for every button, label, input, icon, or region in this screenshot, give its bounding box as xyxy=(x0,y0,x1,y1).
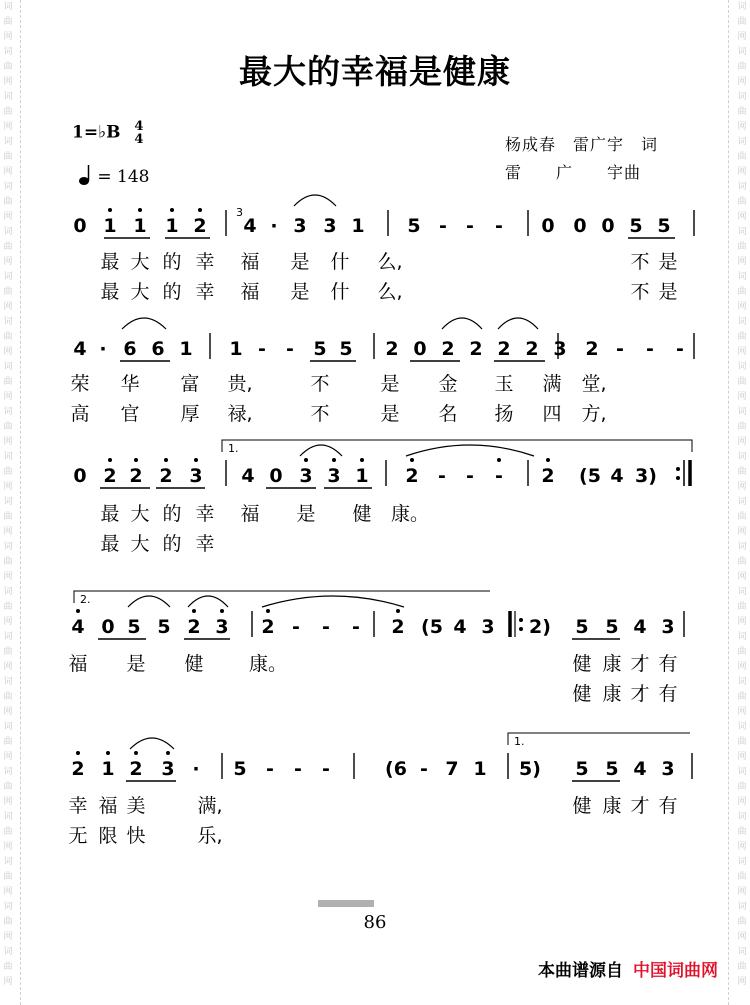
lyric-verse-2: 大 xyxy=(130,533,150,555)
octave-dot-high xyxy=(497,458,501,462)
lyric-verse-1: 福 xyxy=(68,653,88,675)
lyric-verse-1: 福 xyxy=(240,251,260,273)
lyric-verse-1: 福 xyxy=(240,503,260,525)
jianpu-note: 3 xyxy=(215,616,229,638)
jianpu-note: 1 xyxy=(101,758,115,780)
jianpu-note: 3 xyxy=(481,616,495,638)
composer-credit: 雷 广 宇曲 xyxy=(505,163,642,182)
octave-dot-high xyxy=(138,208,142,212)
jianpu-note: 1 xyxy=(351,215,365,237)
octave-dot-high xyxy=(108,208,112,212)
lyric-verse-1: 是 xyxy=(290,251,310,273)
octave-dot-high xyxy=(166,751,170,755)
octave-dot-high xyxy=(194,458,198,462)
slur-arc xyxy=(128,596,170,607)
jianpu-note: 1 xyxy=(229,338,243,360)
jianpu-note: - xyxy=(258,338,266,360)
lyric-verse-1: 最 xyxy=(100,503,120,525)
jianpu-note: 3 xyxy=(661,758,675,780)
octave-dot-high xyxy=(76,609,80,613)
repeat-dot xyxy=(519,618,523,622)
time-sig-top: 4 xyxy=(134,119,144,134)
jianpu-note: - xyxy=(286,338,294,360)
page-number-bar xyxy=(318,900,374,907)
watermark-right: 词曲网 词曲网 词曲网 词曲网 词曲网 词曲网 词曲网 词曲网 词曲网 词曲网 词曲网 词曲网 词曲网 词曲网 词曲网 词曲网 词曲网 词曲网 词曲网 词曲网 词曲网 词曲网 xyxy=(737,2,747,987)
jianpu-note: - xyxy=(266,758,274,780)
repeat-dot xyxy=(519,627,523,631)
song-title: 最大的幸福是健康 xyxy=(239,52,511,91)
lyric-verse-2: 什 xyxy=(330,281,350,303)
jianpu-note: (5 xyxy=(579,465,601,487)
jianpu-note: 1 xyxy=(103,215,117,237)
lyric-verse-2: 禄, xyxy=(227,403,253,425)
lyric-verse-1: 的 xyxy=(162,251,182,273)
jianpu-note: 4 xyxy=(633,758,647,780)
lyric-verse-1: 金 xyxy=(438,373,458,395)
octave-dot-high xyxy=(266,609,270,613)
lyricist-credit: 杨成春 雷广宇 词 xyxy=(505,135,659,154)
lyric-verse-1: 最 xyxy=(100,251,120,273)
jianpu-note: 2) xyxy=(529,616,551,638)
lyric-verse-2: 大 xyxy=(130,281,150,303)
lyric-verse-2: 是 xyxy=(658,281,678,303)
jianpu-note: 3 xyxy=(161,758,175,780)
source-site: 中国词曲网 xyxy=(633,961,718,981)
jianpu-note: 0 xyxy=(601,215,615,237)
jianpu-note: 0 xyxy=(73,465,87,487)
octave-dot-high xyxy=(134,751,138,755)
lyric-verse-1: 是 xyxy=(380,373,400,395)
lyric-verse-1: 玉 xyxy=(494,373,514,395)
jianpu-note: 5 xyxy=(605,758,619,780)
jianpu-note: - xyxy=(466,215,474,237)
repeat-dot xyxy=(676,467,680,471)
lyric-verse-1: 福 xyxy=(98,795,118,817)
jianpu-note: 3 xyxy=(661,616,675,638)
slur-arc xyxy=(122,318,166,329)
slur-arc xyxy=(406,445,534,456)
lyric-verse-1: 不 xyxy=(310,373,330,395)
jianpu-note: - xyxy=(420,758,428,780)
jianpu-note: - xyxy=(438,465,446,487)
lyric-verse-2: 方, xyxy=(581,403,607,425)
lyric-verse-1: 不 xyxy=(630,251,650,273)
jianpu-note: 4 xyxy=(243,215,257,237)
jianpu-note: 0 xyxy=(573,215,587,237)
lyric-verse-2: 不 xyxy=(630,281,650,303)
lyric-verse-1: 健 xyxy=(572,795,592,817)
jianpu-note: 5 xyxy=(605,616,619,638)
volta-label: 2. xyxy=(80,593,91,606)
jianpu-note: 3 xyxy=(323,215,337,237)
lyric-verse-1: 什 xyxy=(330,251,350,273)
lyric-verse-2: 扬 xyxy=(494,403,514,425)
jianpu-note: - xyxy=(322,758,330,780)
lyric-verse-1: 荣 xyxy=(70,373,90,395)
slur-arc xyxy=(188,596,228,607)
lyric-verse-2: 快 xyxy=(126,825,146,847)
lyric-verse-2: 限 xyxy=(98,825,118,847)
lyric-verse-1: 么, xyxy=(377,251,403,273)
lyric-verse-1: 贵, xyxy=(227,373,253,395)
lyric-verse-2: 的 xyxy=(162,533,182,555)
jianpu-note: 0 xyxy=(413,338,427,360)
jianpu-note: - xyxy=(352,616,360,638)
jianpu-note: 3 xyxy=(189,465,203,487)
slur-arc xyxy=(262,596,404,607)
lyric-verse-1: 幸 xyxy=(195,251,215,273)
lyric-verse-2: 幸 xyxy=(195,533,215,555)
lyric-verse-1: 美 xyxy=(126,795,146,817)
lyric-verse-2: 福 xyxy=(240,281,260,303)
jianpu-note: 2 xyxy=(497,338,511,360)
jianpu-note: 2 xyxy=(187,616,201,638)
jianpu-note: - xyxy=(646,338,654,360)
lyric-verse-2: 健 xyxy=(572,683,592,705)
lyric-verse-1: 健 xyxy=(184,653,204,675)
jianpu-note: 5 xyxy=(233,758,247,780)
lyric-verse-1: 康。 xyxy=(390,503,430,525)
octave-dot-high xyxy=(76,751,80,755)
lyric-verse-1: 满 xyxy=(542,373,562,395)
lyric-verse-2: 四 xyxy=(542,403,562,425)
jianpu-note: 2 xyxy=(159,465,173,487)
jianpu-note: · xyxy=(192,758,200,780)
lyric-verse-1: 堂, xyxy=(581,373,607,395)
key-text: 1=♭B xyxy=(72,122,121,143)
lyric-verse-1: 是 xyxy=(296,503,316,525)
jianpu-note: 1 xyxy=(355,465,369,487)
jianpu-note: 3 xyxy=(327,465,341,487)
lyric-verse-1: 大 xyxy=(130,503,150,525)
jianpu-note: 3 xyxy=(553,338,567,360)
jianpu-note: - xyxy=(439,215,447,237)
jianpu-note: - xyxy=(292,616,300,638)
lyric-verse-2: 乐, xyxy=(197,825,223,847)
time-sig-bottom: 4 xyxy=(134,132,144,147)
lyric-verse-2: 么, xyxy=(377,281,403,303)
jianpu-note: 1 xyxy=(473,758,487,780)
lyric-verse-2: 有 xyxy=(658,683,678,705)
lyric-verse-2: 康 xyxy=(602,683,622,705)
octave-dot-high xyxy=(170,208,174,212)
lyric-verse-1: 幸 xyxy=(68,795,88,817)
jianpu-note: 6 xyxy=(151,338,165,360)
jianpu-note: 5) xyxy=(519,758,541,780)
octave-dot-high xyxy=(410,458,414,462)
octave-dot-high xyxy=(396,609,400,613)
lyric-verse-2: 不 xyxy=(310,403,330,425)
lyric-verse-2: 最 xyxy=(100,533,120,555)
jianpu-note: 5 xyxy=(575,758,589,780)
jianpu-note: 5 xyxy=(407,215,421,237)
lyric-verse-1: 大 xyxy=(130,251,150,273)
jianpu-note: 2 xyxy=(193,215,207,237)
source-credit xyxy=(538,956,718,981)
jianpu-note: 2 xyxy=(385,338,399,360)
volta-label: 1. xyxy=(228,442,239,455)
jianpu-note: 5 xyxy=(339,338,353,360)
octave-dot-high xyxy=(108,458,112,462)
grace-note: 3 xyxy=(236,206,243,219)
jianpu-note: - xyxy=(616,338,624,360)
lyric-verse-1: 健 xyxy=(572,653,592,675)
slur-arc xyxy=(442,318,482,329)
lyric-verse-1: 满, xyxy=(197,795,223,817)
jianpu-note: 6 xyxy=(123,338,137,360)
volta-bracket xyxy=(508,733,690,745)
lyric-verse-1: 富 xyxy=(180,373,200,395)
jianpu-note: 5 xyxy=(575,616,589,638)
jianpu-note: 4 xyxy=(73,338,87,360)
jianpu-note: 0 xyxy=(101,616,115,638)
jianpu-note: 5 xyxy=(127,616,141,638)
lyric-verse-2: 厚 xyxy=(180,403,200,425)
jianpu-note: 3) xyxy=(635,465,657,487)
jianpu-note: 0 xyxy=(269,465,283,487)
jianpu-note: 2 xyxy=(541,465,555,487)
jianpu-note: 2 xyxy=(129,758,143,780)
octave-dot-high xyxy=(360,458,364,462)
octave-dot-high xyxy=(106,751,110,755)
lyric-verse-2: 幸 xyxy=(195,281,215,303)
lyric-verse-2: 的 xyxy=(162,281,182,303)
lyric-verse-1: 康。 xyxy=(248,653,288,675)
octave-dot-high xyxy=(134,458,138,462)
jianpu-note: 4 xyxy=(71,616,85,638)
lyric-verse-1: 才 xyxy=(630,795,650,817)
jianpu-note: 1 xyxy=(179,338,193,360)
jianpu-note: 2 xyxy=(585,338,599,360)
jianpu-note: 5 xyxy=(313,338,327,360)
tempo-text: = 148 xyxy=(97,167,150,187)
jianpu-note: 3 xyxy=(299,465,313,487)
lyric-verse-1: 华 xyxy=(120,373,140,395)
jianpu-note: 2 xyxy=(129,465,143,487)
jianpu-note: - xyxy=(466,465,474,487)
lyric-verse-1: 才 xyxy=(630,653,650,675)
jianpu-note: 2 xyxy=(71,758,85,780)
lyric-verse-2: 是 xyxy=(290,281,310,303)
jianpu-note: 0 xyxy=(541,215,555,237)
jianpu-note: 2 xyxy=(261,616,275,638)
jianpu-note: 2 xyxy=(441,338,455,360)
octave-dot-high xyxy=(304,458,308,462)
slur-arc xyxy=(294,195,336,206)
jianpu-note: 3 xyxy=(293,215,307,237)
lyric-verse-1: 有 xyxy=(658,653,678,675)
lyric-verse-1: 健 xyxy=(352,503,372,525)
lyric-verse-1: 康 xyxy=(602,653,622,675)
jianpu-note: - xyxy=(322,616,330,638)
lyric-verse-2: 名 xyxy=(438,403,458,425)
jianpu-note: (5 xyxy=(421,616,443,638)
lyric-verse-1: 的 xyxy=(162,503,182,525)
jianpu-note: 2 xyxy=(525,338,539,360)
lyric-verse-1: 是 xyxy=(658,251,678,273)
lyric-verse-2: 无 xyxy=(68,825,88,847)
jianpu-note: 2 xyxy=(391,616,405,638)
lyric-verse-2: 高 xyxy=(70,403,90,425)
octave-dot-high xyxy=(164,458,168,462)
jianpu-note: 4 xyxy=(241,465,255,487)
octave-dot-high xyxy=(220,609,224,613)
lyric-verse-1: 幸 xyxy=(195,503,215,525)
slur-arc xyxy=(498,318,538,329)
jianpu-note: - xyxy=(495,215,503,237)
lyric-verse-2: 最 xyxy=(100,281,120,303)
jianpu-note: - xyxy=(294,758,302,780)
watermark-left: 词曲网 词曲网 词曲网 词曲网 词曲网 词曲网 词曲网 词曲网 词曲网 词曲网 词曲网 词曲网 词曲网 词曲网 词曲网 词曲网 词曲网 词曲网 词曲网 词曲网 词曲网 词曲网 xyxy=(3,2,13,987)
lyric-verse-2: 官 xyxy=(120,403,140,425)
jianpu-note: 0 xyxy=(73,215,87,237)
jianpu-note: 5 xyxy=(657,215,671,237)
jianpu-note: 5 xyxy=(629,215,643,237)
page-number: 86 xyxy=(363,912,387,933)
jianpu-note: - xyxy=(676,338,684,360)
slur-arc xyxy=(300,445,342,456)
octave-dot-high xyxy=(332,458,336,462)
jianpu-note: 4 xyxy=(633,616,647,638)
jianpu-note: 4 xyxy=(610,465,624,487)
octave-dot-high xyxy=(198,208,202,212)
octave-dot-high xyxy=(546,458,550,462)
jianpu-note: 7 xyxy=(445,758,459,780)
jianpu-note: 2 xyxy=(469,338,483,360)
jianpu-note: · xyxy=(99,338,107,360)
jianpu-note: · xyxy=(270,215,278,237)
jianpu-note: 2 xyxy=(103,465,117,487)
volta-label: 1. xyxy=(514,735,525,748)
slur-arc xyxy=(130,738,174,749)
lyric-verse-1: 有 xyxy=(658,795,678,817)
source-label: 本曲谱源自 xyxy=(538,961,623,981)
lyric-verse-2: 是 xyxy=(380,403,400,425)
jianpu-note: 1 xyxy=(165,215,179,237)
jianpu-note: (6 xyxy=(385,758,407,780)
jianpu-note: 2 xyxy=(405,465,419,487)
lyric-verse-1: 康 xyxy=(602,795,622,817)
repeat-dot xyxy=(676,476,680,480)
octave-dot-high xyxy=(192,609,196,613)
jianpu-note: 1 xyxy=(133,215,147,237)
jianpu-note: 4 xyxy=(453,616,467,638)
jianpu-note: 5 xyxy=(157,616,171,638)
lyric-verse-2: 才 xyxy=(630,683,650,705)
lyric-verse-1: 是 xyxy=(126,653,146,675)
jianpu-note: - xyxy=(495,465,503,487)
